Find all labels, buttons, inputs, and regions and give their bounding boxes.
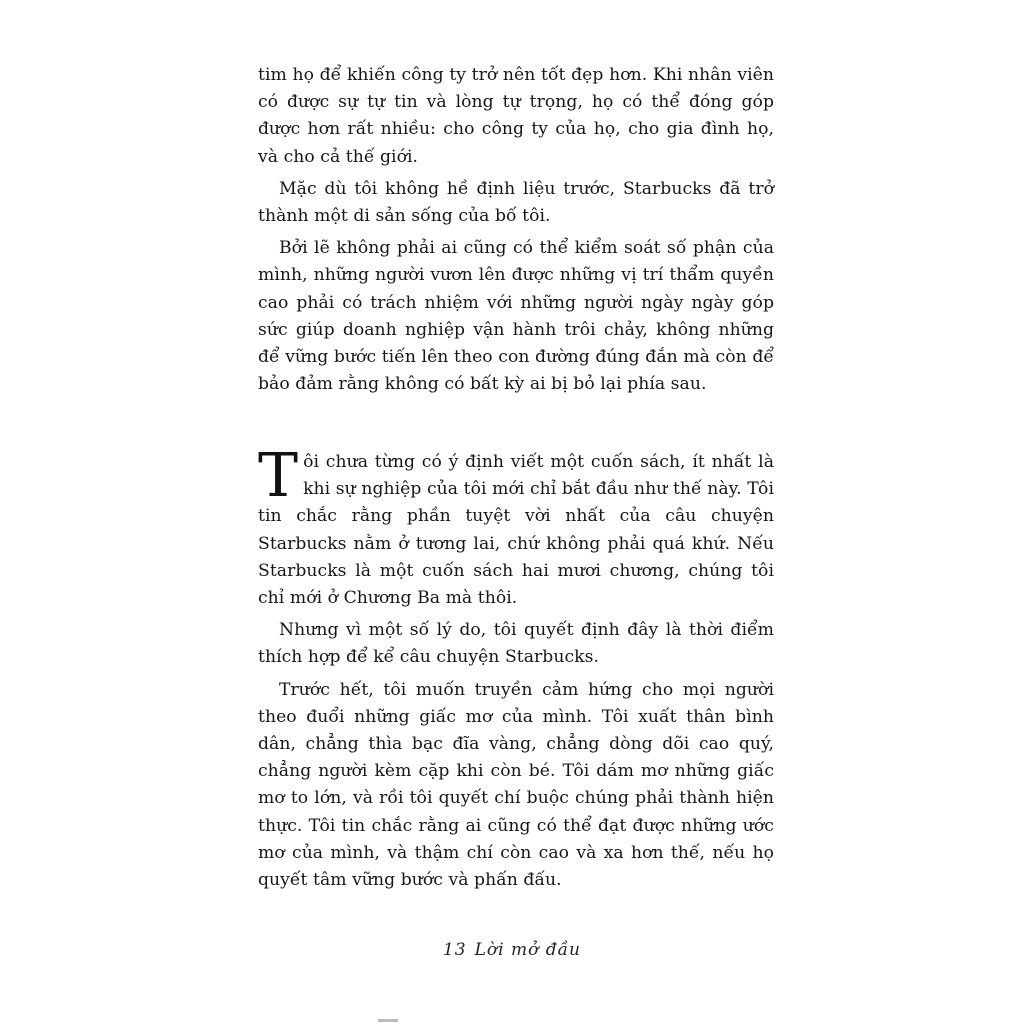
text-block-section-start	[258, 441, 774, 899]
paragraph-with-drop-cap	[258, 441, 774, 612]
paragraph: Mặc dù tôi không hề định liệu trước, Starbucks đã trở thành một di sản sống của bố tôi.	[258, 178, 774, 227]
scan-artifact	[378, 1019, 398, 1022]
paragraph: Nhưng vì một số lý do, tôi quyết định đây là thời điểm thích hợp để kể câu chuyện Starbucks.	[258, 620, 774, 668]
paragraph: Bởi lẽ không phải ai cũng có thể kiểm soát số phận của mình, những người vươn lên được những vị trí thẩm quyền cao phải có trách nhiệm với những người ngày ngày góp sức giúp doanh nghiệp vận hành trôi chảy, không những để vững bước tiến lên theo con đường đúng đắn mà còn để bảo đảm rằng không có bất kỳ ai bị bỏ lại phía sau.	[258, 238, 774, 395]
section-title: Lời mở đầu	[474, 940, 581, 960]
text-block-top	[258, 62, 774, 403]
page-footer	[0, 940, 1024, 960]
drop-cap: T	[258, 441, 299, 511]
page-number: 13	[442, 940, 467, 960]
paragraph: Trước hết, tôi muốn truyền cảm hứng cho mọi người theo đuổi những giấc mơ của mình. Tôi xuất thân bình dân, chẳng thìa bạc đĩa vàng, chẳng dòng dõi cao quý, chẳng người kèm cặp khi còn bé. Tôi dám mơ những giấc mơ to lớn, và rồi tôi quyết chí buộc chúng phải thành hiện thực. Tôi tin chắc rằng ai cũng có thể đạt được những ước mơ của mình, và thậm chí còn cao và xa hơn thế, nếu họ quyết tâm vững bước và phấn đấu.	[258, 679, 774, 891]
paragraph-continuation: tim họ để khiến công ty trở nên tốt đẹp hơn. Khi nhân viên có được sự tự tin và lòng tự trọng, họ có thể đóng góp được hơn rất nhiều: cho công ty của họ, cho gia đình họ, và cho cả thế giới.	[258, 65, 774, 167]
paragraph-text: ôi chưa từng có ý định viết một cuốn sách, ít nhất là khi sự nghiệp của tôi mới chỉ bắt đầu như thế này. Tôi tin chắc rằng phần tuyệt vời nhất của câu chuyện Starbucks nằm ở tương lai, chứ không phải quá khứ. Nếu Starbucks là một cuốn sách hai mươi chương, chúng tôi chỉ mới ở Chương Ba mà thôi.	[258, 452, 774, 609]
